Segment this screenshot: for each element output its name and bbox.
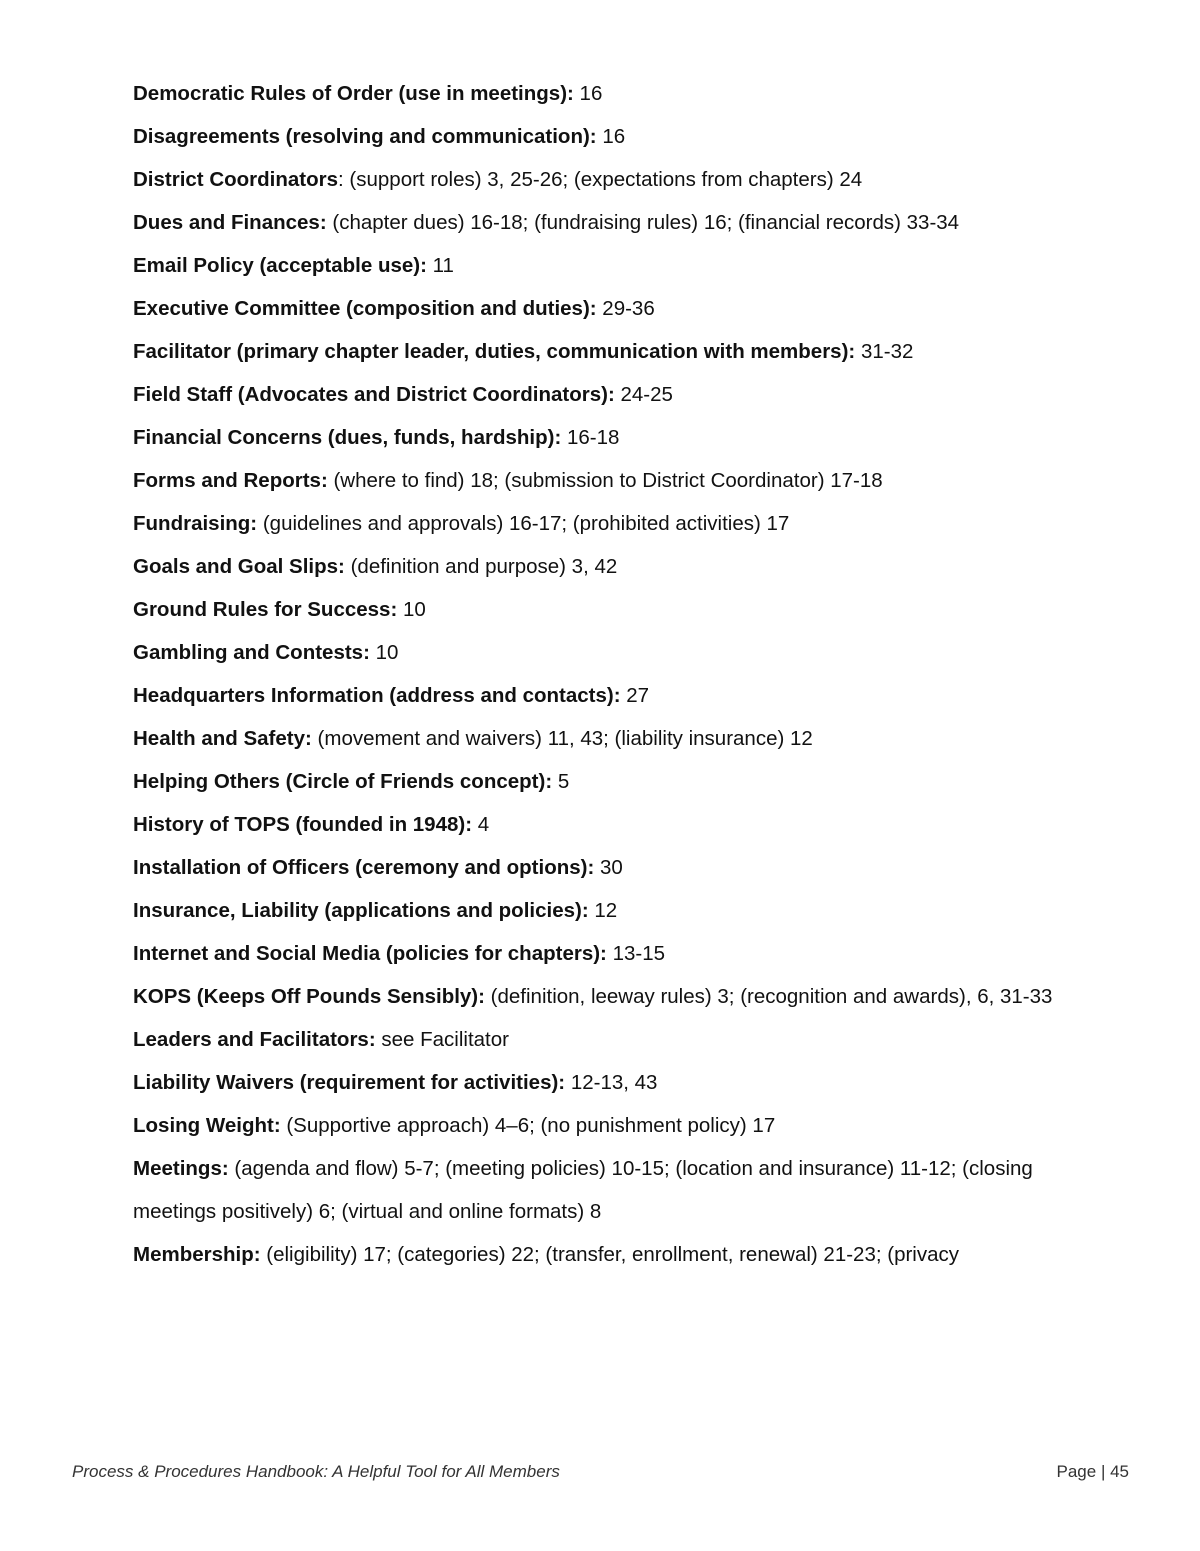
index-term: Helping Others (Circle of Friends concept): <box>133 770 553 793</box>
index-entry <box>133 889 1093 932</box>
index-pages: see Facilitator <box>375 1028 509 1051</box>
index-entry <box>133 244 1093 287</box>
index-entry <box>133 502 1093 545</box>
index-entry <box>133 115 1093 158</box>
index-pages: (guidelines and approvals) 16-17; (prohibited activities) 17 <box>257 512 790 535</box>
index-entry <box>133 1061 1093 1104</box>
index-entry <box>133 545 1093 588</box>
index-pages: (definition, leeway rules) 3; (recognition and awards), 6, 31-33 <box>484 985 1053 1008</box>
index-term: Headquarters Information (address and contacts): <box>133 684 621 707</box>
index-term: Insurance, Liability (applications and policies): <box>133 899 589 922</box>
index-entry <box>133 1233 1093 1276</box>
index-entry <box>133 158 1093 201</box>
index-entry <box>133 631 1093 674</box>
index-entry <box>133 588 1093 631</box>
index-term: Internet and Social Media (policies for chapters): <box>133 942 607 965</box>
index-entry <box>133 1147 1093 1233</box>
index-term: Field Staff (Advocates and District Coordinators): <box>133 383 615 406</box>
index-term: District Coordinators <box>133 168 339 191</box>
index-entry <box>133 932 1093 975</box>
index-term: Dues and Finances: <box>133 211 327 234</box>
index-entry <box>133 416 1093 459</box>
index-pages: 11 <box>426 254 454 277</box>
index-pages: (chapter dues) 16-18; (fundraising rules) 16; (financial records) 33-34 <box>326 211 960 234</box>
footer-title: Process & Procedures Handbook: A Helpful Tool for All Members <box>72 1462 560 1481</box>
index-term: Installation of Officers (ceremony and options): <box>133 856 595 879</box>
index-pages: (movement and waivers) 11, 43; (liability insurance) 12 <box>311 727 813 750</box>
index-term: Liability Waivers (requirement for activities): <box>133 1071 566 1094</box>
index-entry <box>133 846 1093 889</box>
index-pages: : (support roles) 3, 25-26; (expectations from chapters) 24 <box>338 168 863 191</box>
index-pages: 16 <box>573 82 603 105</box>
index-entry <box>133 717 1093 760</box>
index-pages: (eligibility) 17; (categories) 22; (transfer, enrollment, renewal) 21-23; (privacy <box>260 1243 959 1266</box>
index-term: Losing Weight: <box>133 1114 281 1137</box>
index-entry <box>133 459 1093 502</box>
index-entry <box>133 72 1093 115</box>
index-pages: 16-18 <box>561 426 620 449</box>
index-term: Forms and Reports: <box>133 469 328 492</box>
index-entry <box>133 803 1093 846</box>
index-term: Health and Safety: <box>133 727 312 750</box>
index-term: Meetings: <box>133 1157 229 1180</box>
index-term: Fundraising: <box>133 512 258 535</box>
index-pages: (agenda and flow) 5-7; (meeting policies) 10-15; (location and insurance) 11-12; (closing meetings positively) 6; (virtual and online formats) 8 <box>133 1157 1033 1223</box>
index-pages: 13-15 <box>606 942 666 965</box>
index-term: Email Policy (acceptable use): <box>133 254 427 277</box>
index-pages: 12 <box>588 899 618 922</box>
index-term: Facilitator (primary chapter leader, duties, communication with members): <box>133 340 856 363</box>
index-entry <box>133 330 1093 373</box>
index-term: Membership: <box>133 1243 261 1266</box>
index-term: Gambling and Contests: <box>133 641 370 664</box>
index-entry <box>133 760 1093 803</box>
index-pages: 10 <box>369 641 399 664</box>
index-entry <box>133 674 1093 717</box>
index-term: Goals and Goal Slips: <box>133 555 345 578</box>
index-term: Democratic Rules of Order (use in meetings): <box>133 82 574 105</box>
index-list <box>133 72 1093 1276</box>
index-entry <box>133 287 1093 330</box>
index-pages: (where to find) 18; (submission to District Coordinator) 17-18 <box>327 469 883 492</box>
index-pages: 31-32 <box>855 340 914 363</box>
index-pages: 10 <box>397 598 426 621</box>
index-term: Leaders and Facilitators: <box>133 1028 376 1051</box>
index-pages: 27 <box>620 684 650 707</box>
index-term: KOPS (Keeps Off Pounds Sensibly): <box>133 985 485 1008</box>
index-entry <box>133 975 1093 1018</box>
index-pages: 12-13, 43 <box>565 1071 658 1094</box>
index-term: Financial Concerns (dues, funds, hardship): <box>133 426 562 449</box>
index-term: Disagreements (resolving and communication): <box>133 125 597 148</box>
index-entry <box>133 1018 1093 1061</box>
index-pages: 5 <box>552 770 570 793</box>
index-entry <box>133 373 1093 416</box>
index-pages: 24-25 <box>614 383 673 406</box>
index-pages: (definition and purpose) 3, 42 <box>344 555 618 578</box>
index-pages: 16 <box>596 125 626 148</box>
index-term: History of TOPS (founded in 1948): <box>133 813 473 836</box>
index-term: Ground Rules for Success: <box>133 598 398 621</box>
footer-page-number: Page | 45 <box>1056 1462 1129 1481</box>
index-entry <box>133 1104 1093 1147</box>
index-pages: (Supportive approach) 4–6; (no punishment policy) 17 <box>280 1114 776 1137</box>
index-term: Executive Committee (composition and duties): <box>133 297 597 320</box>
index-entry <box>133 201 1093 244</box>
index-pages: 30 <box>594 856 623 879</box>
index-pages: 4 <box>472 813 490 836</box>
index-pages: 29-36 <box>596 297 655 320</box>
